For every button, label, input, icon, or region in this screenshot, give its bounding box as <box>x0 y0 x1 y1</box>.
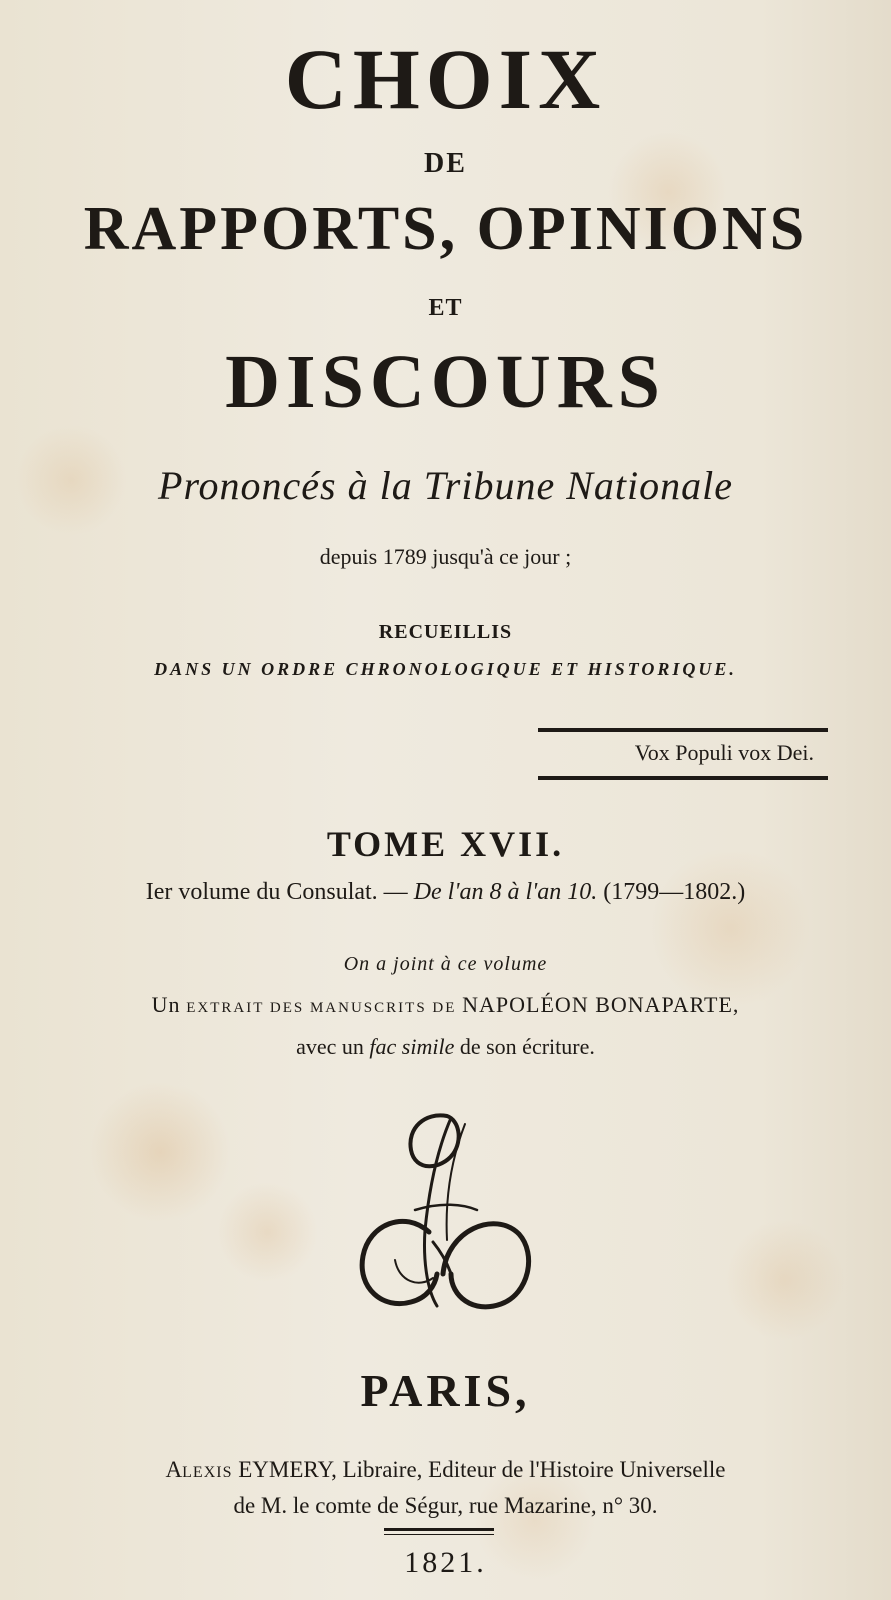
publisher-rest: EYMERY, Libraire, Editeur de l'Histoire Universelle <box>232 1457 726 1482</box>
period-line: depuis 1789 jusqu'à ce jour ; <box>319 544 572 569</box>
supplement-prefix: Un <box>151 992 181 1017</box>
publisher-initial: A <box>165 1457 183 1482</box>
title-rapports-opinions: RAPPORTS, OPINIONS <box>83 195 808 263</box>
title-de: DE <box>424 148 467 179</box>
imprint-rule-thin <box>384 1534 494 1535</box>
supplement-avec: avec un <box>296 1034 370 1059</box>
supplement-line-2 <box>0 994 891 1016</box>
volume-years: (1799—1802.) <box>597 879 746 905</box>
supplement-smallcaps: EXTRAIT DES MANUSCRITS DE <box>180 1000 463 1016</box>
epigraph: Vox Populi vox Dei. <box>634 740 814 765</box>
subtitle-prononces: Prononcés à la Tribune Nationale <box>158 463 733 508</box>
epigraph-bottom-rule <box>538 776 828 780</box>
imprint-city: PARIS, <box>360 1365 531 1416</box>
publisher-smallcaps: LEXIS <box>182 1464 233 1481</box>
title-discours: DISCOURS <box>225 340 666 424</box>
imprint-address: de M. le comte de Ségur, rue Mazarine, n° 30. <box>233 1493 658 1518</box>
epigraph-top-rule <box>538 728 828 732</box>
imprint-rule <box>384 1528 494 1535</box>
imprint-year: 1821. <box>404 1546 487 1579</box>
supplement-line-3 <box>0 1036 891 1058</box>
recueillis-line: RECUEILLIS <box>378 621 513 643</box>
volume-range: De l'an 8 à l'an 10. <box>413 879 598 905</box>
supplement-name: NAPOLÉON BONAPARTE, <box>462 992 740 1017</box>
supplement-line-1: On a joint à ce volume <box>343 953 548 975</box>
supplement-ecriture: de son écriture. <box>454 1034 595 1059</box>
title-et: ET <box>428 295 463 321</box>
epigraph-block <box>538 728 828 780</box>
supplement-fac-simile: fac simile <box>369 1034 455 1059</box>
order-line: DANS UN ORDRE CHRONOLOGIQUE ET HISTORIQUE. <box>154 659 737 679</box>
volume-line <box>0 880 891 904</box>
volume-prefix: Ier volume du Consulat. — <box>145 879 414 905</box>
imprint-publisher <box>0 1458 891 1481</box>
title-choix: CHOIX <box>284 31 607 127</box>
imprint-rule-thick <box>384 1528 494 1531</box>
tome-number: TOME XVII. <box>326 824 565 864</box>
monogram-ae-icon <box>355 1110 535 1320</box>
